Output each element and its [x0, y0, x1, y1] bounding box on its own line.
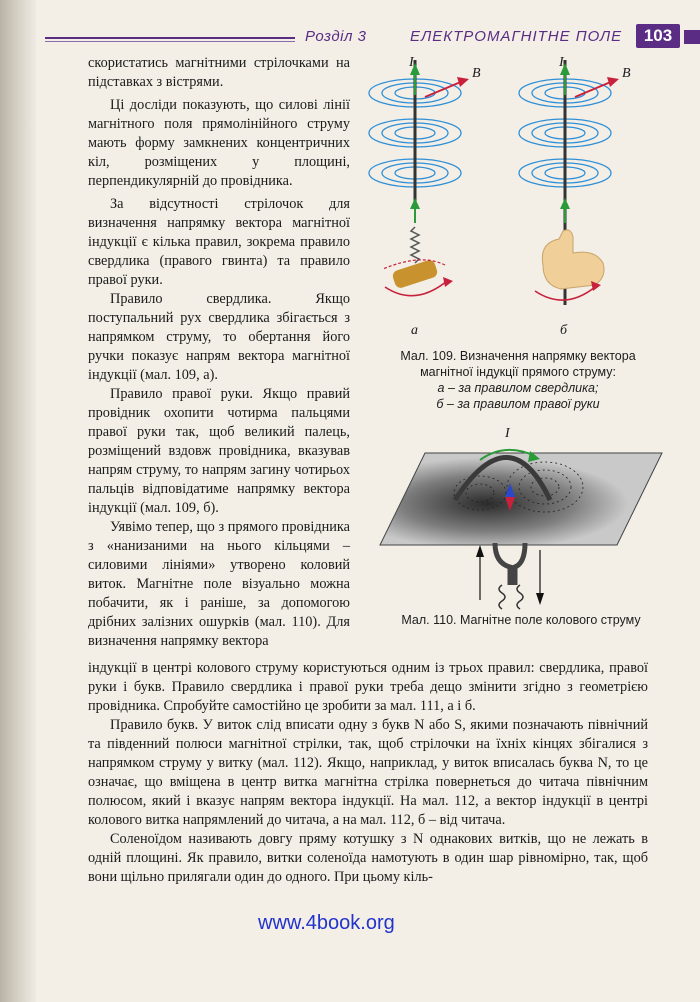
running-header: [295, 25, 675, 49]
paragraph-rule-gimlet: Правило свердлика. Якщо поступальний рух свердлика збігається з напрямком струму, то обертання його ручки показує напрям вектора магнітної індукції (мал. 109, а).: [88, 291, 350, 383]
paragraph: Ці досліди показують, що силові лінії магнітного поля прямолінійного струму мають форму замкнених концентричних кіл, розміщених у площині, перпендикулярній до провідника.: [88, 97, 350, 189]
induction-label: B: [622, 66, 631, 81]
current-label: I: [559, 55, 564, 70]
direction-arrowhead: [410, 198, 420, 209]
rotation-arrowhead: [443, 277, 453, 287]
paragraph: індукції в центрі колового струму користуються одним із трьох правил: свердлика, правої руки і букв. Правило свердлика і правої руки треба дещо змінити згідно з геометрією провідника. Спробуйте самостійно це зробити за мал. 111, а і б.: [88, 660, 648, 714]
paper-plane-with-filings: [380, 453, 662, 545]
lead-wire-right: [515, 543, 525, 585]
caption-line: а – за правилом свердлика;: [437, 381, 599, 395]
page-number-tab: [684, 30, 700, 44]
caption-line: б – за правилом правої руки: [436, 397, 600, 411]
direction-arrowhead: [560, 198, 570, 209]
figure-109b: [519, 60, 619, 305]
book-spine-shadow: [0, 0, 36, 1002]
paragraph-solenoid: Соленоїдом називають довгу пряму котушку з N однакових витків, що не лежать в одній площині. Як правило, витки соленоїда намотують в один шар рівномірно, так, щоб вони щільно прилягали один до одного. При цьому кіль-: [88, 831, 648, 885]
current-out-arrowhead: [536, 593, 544, 605]
paragraph: скористатись магнітними стрілочками на підставках з вістрями.: [88, 55, 350, 90]
current-in-arrowhead: [476, 545, 484, 557]
caption-line: Мал. 109. Визначення напрямку вектора: [400, 349, 636, 363]
chapter-title: ЕЛЕКТРОМАГНІТНЕ ПОЛЕ: [410, 28, 623, 45]
figure-110-caption: Мал. 110. Магнітне поле колового струму: [401, 613, 641, 627]
footer-website-link[interactable]: www.4book.org: [258, 912, 395, 934]
header-rule: [45, 37, 295, 39]
section-title: Розділ 3: [305, 28, 367, 45]
paragraph-rule-letters: Правило букв. У виток слід вписати одну з букв N або S, якими позначають північний та південний полюси магнітної стрілки, так, щоб стрілочки на їхніх кінцях збігалися з напрямком струму у витку (мал. 112). Якщо, наприклад, у виток вписалась буква N, то це означає, що вміщена в центр витка магнітна стрілка повернеться до читача північним полюсом, який і вказує напрям вектора індукції. На мал. 112, а вектор індукції в центрі колового витка напрямлений до читача, а на мал. 112, б – від читача.: [88, 717, 648, 828]
current-label: I: [505, 426, 510, 441]
paragraph: За відсутності стрілочок для визначення напрямку вектора магнітної індукції є кілька правил, зокрема правило свердлика (правого гвинта) та правило правої руки.: [88, 196, 350, 288]
left-column: [88, 54, 350, 651]
subfigure-label-a: а: [411, 323, 418, 338]
figure-110: [370, 425, 670, 610]
figure-109-caption: [358, 348, 678, 412]
figure-109a: [369, 60, 469, 296]
paragraph-rule-right-hand: Правило правої руки. Якщо правий провідник охопити чотирма пальцями правої руки так, щоб великий палець, розміщений вздовж провідника, вказував напрям струму, то напрям загину чотирьох пальців відповідатиме напрямку вектора індукції (мал. 109, б).: [88, 386, 350, 516]
rotation-arrow: [385, 281, 447, 296]
right-hand: [542, 230, 604, 289]
caption-line: магнітної індукції прямого струму:: [420, 365, 616, 379]
induction-arrowhead: [457, 77, 469, 87]
current-label: I: [409, 55, 414, 70]
subfigure-label-b: б: [560, 323, 568, 338]
wire-coil-left: [499, 585, 505, 609]
paragraph: Уявімо тепер, що з прямого провідника з «нанизаними на нього кільцями – силовими лініями» утворено коловий виток. Магнітне поле візуально можна побачити, як і раніше, за допомогою дрібних залізних ошурків (мал. 110). Для визначення напрямку вектора: [88, 519, 350, 649]
wire-coil-right: [517, 585, 523, 609]
figure-109: [365, 55, 685, 340]
page-number: 103: [636, 24, 680, 48]
full-width-text: [88, 659, 648, 887]
induction-arrowhead: [607, 77, 619, 87]
induction-label: B: [472, 66, 481, 81]
header-rule-thin: [45, 41, 295, 42]
gimlet-spiral: [411, 227, 419, 263]
lead-wire-left: [495, 543, 510, 585]
